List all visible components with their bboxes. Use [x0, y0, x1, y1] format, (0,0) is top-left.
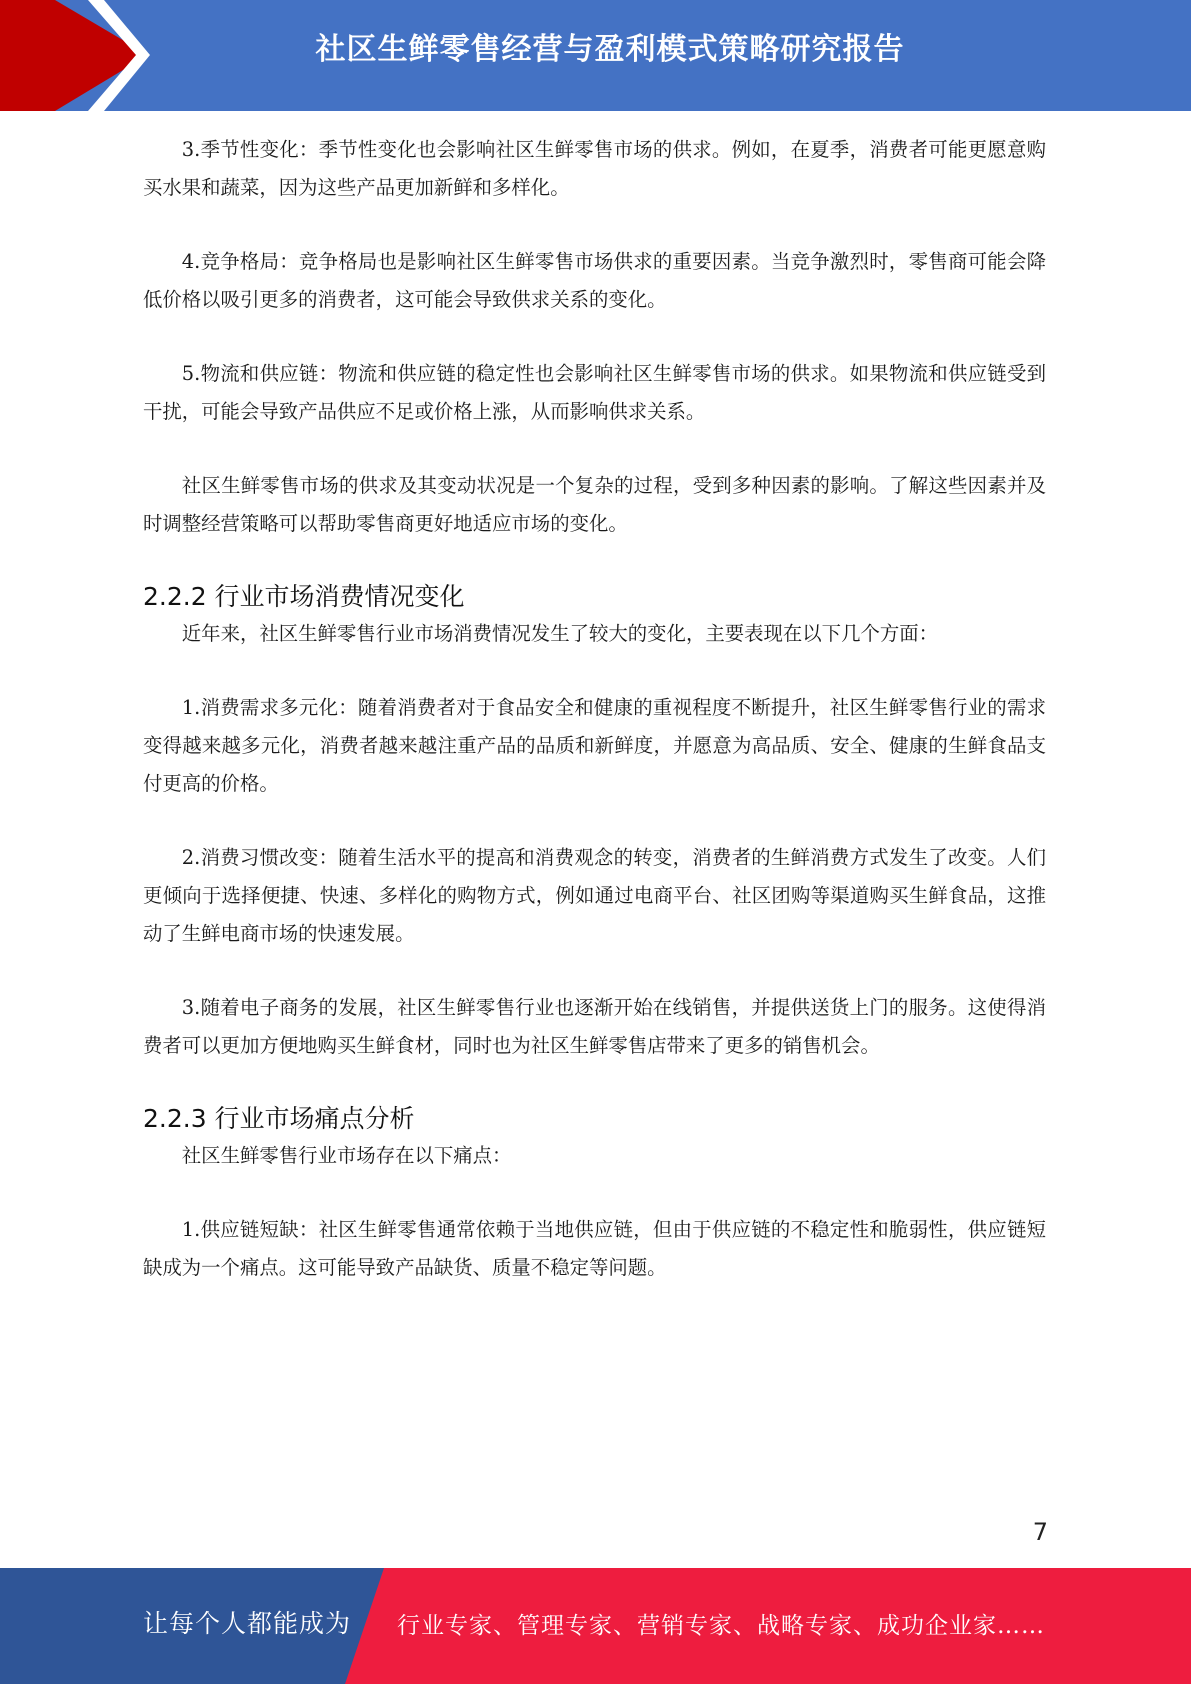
report-title: 社区生鲜零售经营与盈利模式策略研究报告: [315, 32, 905, 67]
paragraph-pain-points-intro: 社区生鲜零售行业市场存在以下痛点：: [181, 1144, 512, 1167]
paragraph-competition: 4.竞争格局：竞争格局也是影响社区生鲜零售市场供求的重要因素。当竞争激烈时，零售商可能会降低价格以吸引更多的消费者，这可能会导致供求关系的变化。: [143, 250, 1046, 311]
section-heading-consumption-change: 2.2.2 行业市场消费情况变化: [143, 582, 465, 611]
page-number: 7: [1032, 1518, 1048, 1546]
paragraph-supply-chain-shortage: 1.供应链短缺：社区生鲜零售通常依赖于当地供应链，但由于供应链的不稳定性和脆弱性，供应链短缺成为一个痛点。这可能导致产品缺货、质量不稳定等问题。: [143, 1218, 1046, 1279]
paragraph-supply-demand-summary: 社区生鲜零售市场的供求及其变动状况是一个复杂的过程，受到多种因素的影响。了解这些因素并及时调整经营策略可以帮助零售商更好地适应市场的变化。: [143, 474, 1046, 535]
paragraph-ecommerce: 3.随着电子商务的发展，社区生鲜零售行业也逐渐开始在线销售，并提供送货上门的服务。这使得消费者可以更加方便地购买生鲜食材，同时也为社区生鲜零售店带来了更多的销售机会。: [143, 996, 1046, 1057]
paragraph-logistics: 5.物流和供应链：物流和供应链的稳定性也会影响社区生鲜零售市场的供求。如果物流和供应链受到干扰，可能会导致产品供应不足或价格上涨，从而影响供求关系。: [143, 362, 1046, 423]
page-header: [0, 0, 1191, 111]
paragraph-habit-change: 2.消费习惯改变：随着生活水平的提高和消费观念的转变，消费者的生鲜消费方式发生了改变。人们更倾向于选择便捷、快速、多样化的购物方式，例如通过电商平台、社区团购等渠道购买生鲜食品，这推动了生鲜电商市场的快速发展。: [143, 846, 1046, 945]
paragraph-seasonal-change: 3.季节性变化：季节性变化也会影响社区生鲜零售市场的供求。例如，在夏季，消费者可能更愿意购买水果和蔬菜，因为这些产品更加新鲜和多样化。: [143, 138, 1046, 199]
page-content: [143, 131, 1046, 1323]
footer-slogan-right: 行业专家、管理专家、营销专家、战略专家、成功企业家……: [397, 1613, 1045, 1639]
page-footer: [0, 1568, 1191, 1684]
footer-slogan-left: 让每个人都能成为: [143, 1609, 352, 1638]
paragraph-consumption-intro: 近年来，社区生鲜零售行业市场消费情况发生了较大的变化，主要表现在以下几个方面：: [181, 622, 939, 645]
section-heading-pain-points: 2.2.3 行业市场痛点分析: [143, 1104, 415, 1133]
paragraph-diversified-demand: 1.消费需求多元化：随着消费者对于食品安全和健康的重视程度不断提升，社区生鲜零售行业的需求变得越来越多元化，消费者越来越注重产品的品质和新鲜度，并愿意为高品质、安全、健康的生鲜食品支付更高的价格。: [143, 696, 1046, 795]
